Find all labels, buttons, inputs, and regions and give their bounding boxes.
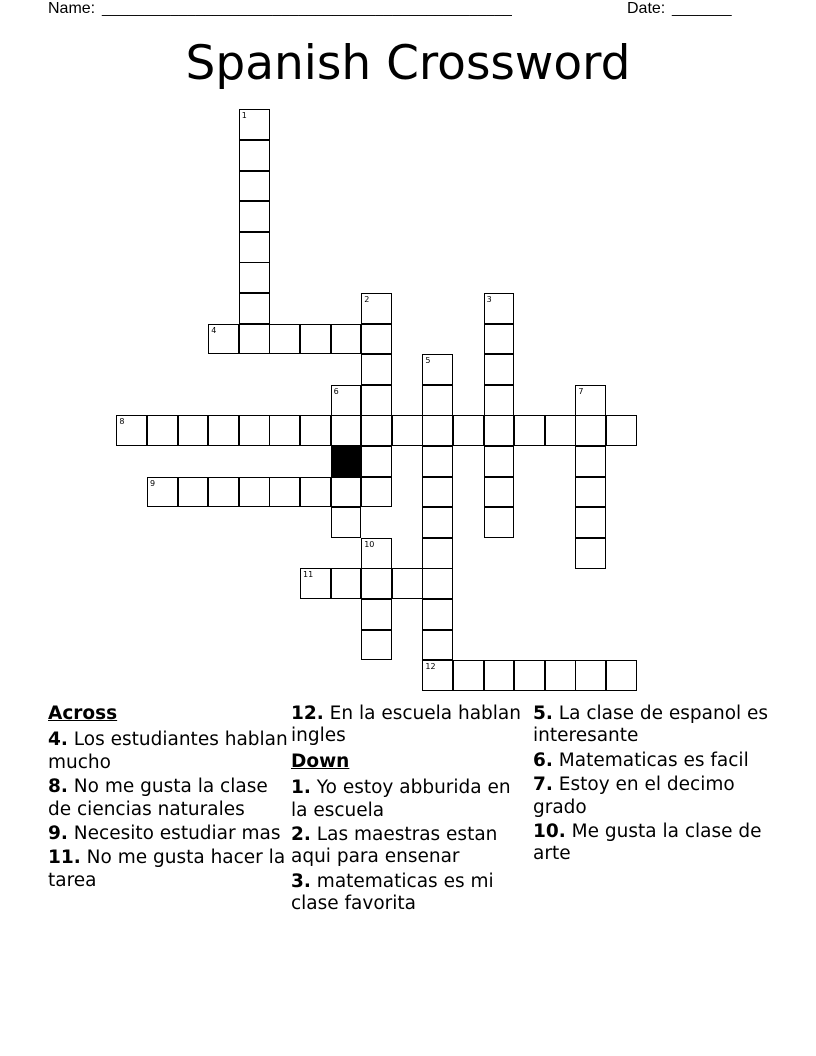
grid-cell[interactable] xyxy=(484,354,515,385)
grid-cell[interactable] xyxy=(239,232,270,263)
clue-down-2 xyxy=(291,824,531,869)
grid-cell[interactable] xyxy=(422,507,453,538)
name-field[interactable]: ________________________________________________ xyxy=(102,0,513,17)
across-heading: Across xyxy=(48,703,118,724)
grid-cell[interactable] xyxy=(545,415,576,446)
date-label: Date: xyxy=(627,0,666,17)
down-heading: Down xyxy=(291,750,350,772)
grid-cell[interactable] xyxy=(422,477,453,508)
grid-cell[interactable] xyxy=(453,660,484,691)
grid-cell[interactable] xyxy=(575,660,606,691)
date-field[interactable]: _______ xyxy=(672,0,732,17)
clue-across-8 xyxy=(48,776,288,821)
cell-number: 12 xyxy=(425,662,436,672)
grid-cell[interactable] xyxy=(484,477,515,508)
grid-cell[interactable] xyxy=(361,538,392,569)
clue-text: No me gusta la clase de ciencias naturales xyxy=(48,776,268,820)
grid-cell[interactable] xyxy=(484,293,515,324)
grid-cell[interactable] xyxy=(269,477,300,508)
clue-across-4 xyxy=(48,729,288,774)
grid-cell[interactable] xyxy=(422,415,453,446)
grid-cell[interactable] xyxy=(239,415,270,446)
grid-cell[interactable] xyxy=(239,201,270,232)
grid-cell[interactable] xyxy=(239,324,270,355)
grid-cell[interactable] xyxy=(422,446,453,477)
clue-down-6 xyxy=(533,750,773,772)
grid-cell[interactable] xyxy=(422,599,453,630)
clue-text: Necesito estudiar mas xyxy=(73,823,281,845)
grid-cell[interactable] xyxy=(422,385,453,416)
grid-cell[interactable] xyxy=(331,324,362,355)
clue-down-3 xyxy=(291,871,531,916)
grid-cell[interactable] xyxy=(361,446,392,477)
grid-cell[interactable] xyxy=(300,415,331,446)
grid-cell[interactable] xyxy=(178,415,209,446)
grid-cell[interactable] xyxy=(575,477,606,508)
clue-number: 8. xyxy=(48,776,68,798)
clue-text: Estoy en el decimo grado xyxy=(533,774,735,818)
clue-down-1 xyxy=(291,777,531,822)
grid-cell[interactable] xyxy=(484,415,515,446)
grid-cell[interactable] xyxy=(331,477,362,508)
clue-across-9 xyxy=(48,823,288,845)
grid-cell[interactable] xyxy=(269,415,300,446)
grid-cell[interactable] xyxy=(484,446,515,477)
grid-cell[interactable] xyxy=(300,568,331,599)
clue-number: 10. xyxy=(533,821,566,843)
clue-down-10 xyxy=(533,821,773,866)
grid-cell[interactable] xyxy=(422,354,453,385)
grid-cell[interactable] xyxy=(484,385,515,416)
clue-number: 11. xyxy=(48,847,81,869)
grid-cell[interactable] xyxy=(514,415,545,446)
grid-cell[interactable] xyxy=(392,568,423,599)
grid-cell[interactable] xyxy=(606,660,637,691)
grid-cell[interactable] xyxy=(239,171,270,202)
clue-text: Matematicas es facil xyxy=(558,749,749,771)
grid-cell[interactable] xyxy=(361,385,392,416)
grid-cell[interactable] xyxy=(178,477,209,508)
grid-cell[interactable] xyxy=(575,446,606,477)
clue-column-2 xyxy=(291,703,531,918)
grid-cell[interactable] xyxy=(239,140,270,171)
cell-number: 6 xyxy=(333,386,339,396)
clue-across-12 xyxy=(291,703,531,748)
grid-cell[interactable] xyxy=(269,324,300,355)
grid-cell[interactable] xyxy=(606,415,637,446)
grid-cell[interactable] xyxy=(116,415,147,446)
clue-column-3 xyxy=(533,703,773,868)
cell-number: 11 xyxy=(303,570,314,580)
grid-cell[interactable] xyxy=(239,262,270,293)
page-title: Spanish Crossword xyxy=(185,36,631,91)
clue-text: matematicas es mi clase favorita xyxy=(291,870,494,915)
grid-cell[interactable] xyxy=(239,477,270,508)
grid-cell[interactable] xyxy=(331,568,362,599)
clue-number: 9. xyxy=(48,823,68,845)
cell-number: 8 xyxy=(119,417,125,427)
grid-cell[interactable] xyxy=(331,415,362,446)
grid-cell[interactable] xyxy=(208,477,239,508)
grid-cell[interactable] xyxy=(484,660,515,691)
grid-cell[interactable] xyxy=(300,324,331,355)
cell-number: 10 xyxy=(364,539,375,549)
clue-number: 5. xyxy=(533,703,553,724)
grid-cell[interactable] xyxy=(575,538,606,569)
cell-number: 5 xyxy=(425,356,431,366)
cell-number: 7 xyxy=(578,386,584,396)
grid-cell[interactable] xyxy=(208,415,239,446)
clue-number: 12. xyxy=(291,703,324,724)
clue-down-7 xyxy=(533,774,773,819)
grid-cell[interactable] xyxy=(361,599,392,630)
grid-cell[interactable] xyxy=(300,477,331,508)
clue-down-5 xyxy=(533,703,773,748)
grid-cell[interactable] xyxy=(361,630,392,661)
grid-cell[interactable] xyxy=(453,415,484,446)
grid-cell[interactable] xyxy=(422,660,453,691)
grid-cell[interactable] xyxy=(484,324,515,355)
grid-cell[interactable] xyxy=(514,660,545,691)
grid-cell[interactable] xyxy=(361,568,392,599)
name-label: Name: xyxy=(48,0,96,17)
clue-number: 4. xyxy=(48,729,68,751)
grid-cell[interactable] xyxy=(575,507,606,538)
grid-cell[interactable] xyxy=(361,324,392,355)
grid-cell[interactable] xyxy=(331,385,362,416)
cell-number: 1 xyxy=(241,111,247,121)
clue-number: 6. xyxy=(533,749,553,771)
grid-cell[interactable] xyxy=(422,630,453,661)
clue-text: Me gusta la clase de arte xyxy=(533,821,762,865)
grid-cell[interactable] xyxy=(208,324,239,355)
clue-across-11 xyxy=(48,847,288,892)
grid-cell[interactable] xyxy=(331,507,362,538)
cell-number: 9 xyxy=(150,478,156,488)
clue-text: Yo estoy abburida en la escuela xyxy=(291,777,511,821)
grid-cell[interactable] xyxy=(422,568,453,599)
grid-cell[interactable] xyxy=(575,385,606,416)
grid-cell[interactable] xyxy=(147,415,178,446)
black-square xyxy=(331,446,362,477)
grid-cell[interactable] xyxy=(545,660,576,691)
grid-cell[interactable] xyxy=(392,415,423,446)
cell-number: 3 xyxy=(486,295,492,304)
grid-cell[interactable] xyxy=(239,293,270,324)
clue-text: En la escuela hablan ingles xyxy=(291,703,521,747)
clue-text: Los estudiantes hablan mucho xyxy=(48,729,288,773)
grid-cell[interactable] xyxy=(361,354,392,385)
grid-cell[interactable] xyxy=(239,109,270,140)
clue-number: 3. xyxy=(291,870,311,892)
clue-number: 1. xyxy=(291,777,311,799)
grid-cell[interactable] xyxy=(361,415,392,446)
grid-cell[interactable] xyxy=(361,293,392,324)
clue-number: 7. xyxy=(533,774,553,796)
grid-cell[interactable] xyxy=(484,507,515,538)
grid-cell[interactable] xyxy=(361,477,392,508)
grid-cell[interactable] xyxy=(422,538,453,569)
clue-text: La clase de espanol es interesante xyxy=(533,703,769,747)
clue-number: 2. xyxy=(291,824,311,846)
clue-text: Las maestras estan aqui para ensenar xyxy=(291,824,498,868)
grid-cell[interactable] xyxy=(575,415,606,446)
cell-number: 2 xyxy=(364,295,370,304)
clue-column-1 xyxy=(48,703,288,894)
cell-number: 4 xyxy=(211,325,217,335)
grid-cell[interactable] xyxy=(147,477,178,508)
clue-text: No me gusta hacer la tarea xyxy=(48,847,286,891)
